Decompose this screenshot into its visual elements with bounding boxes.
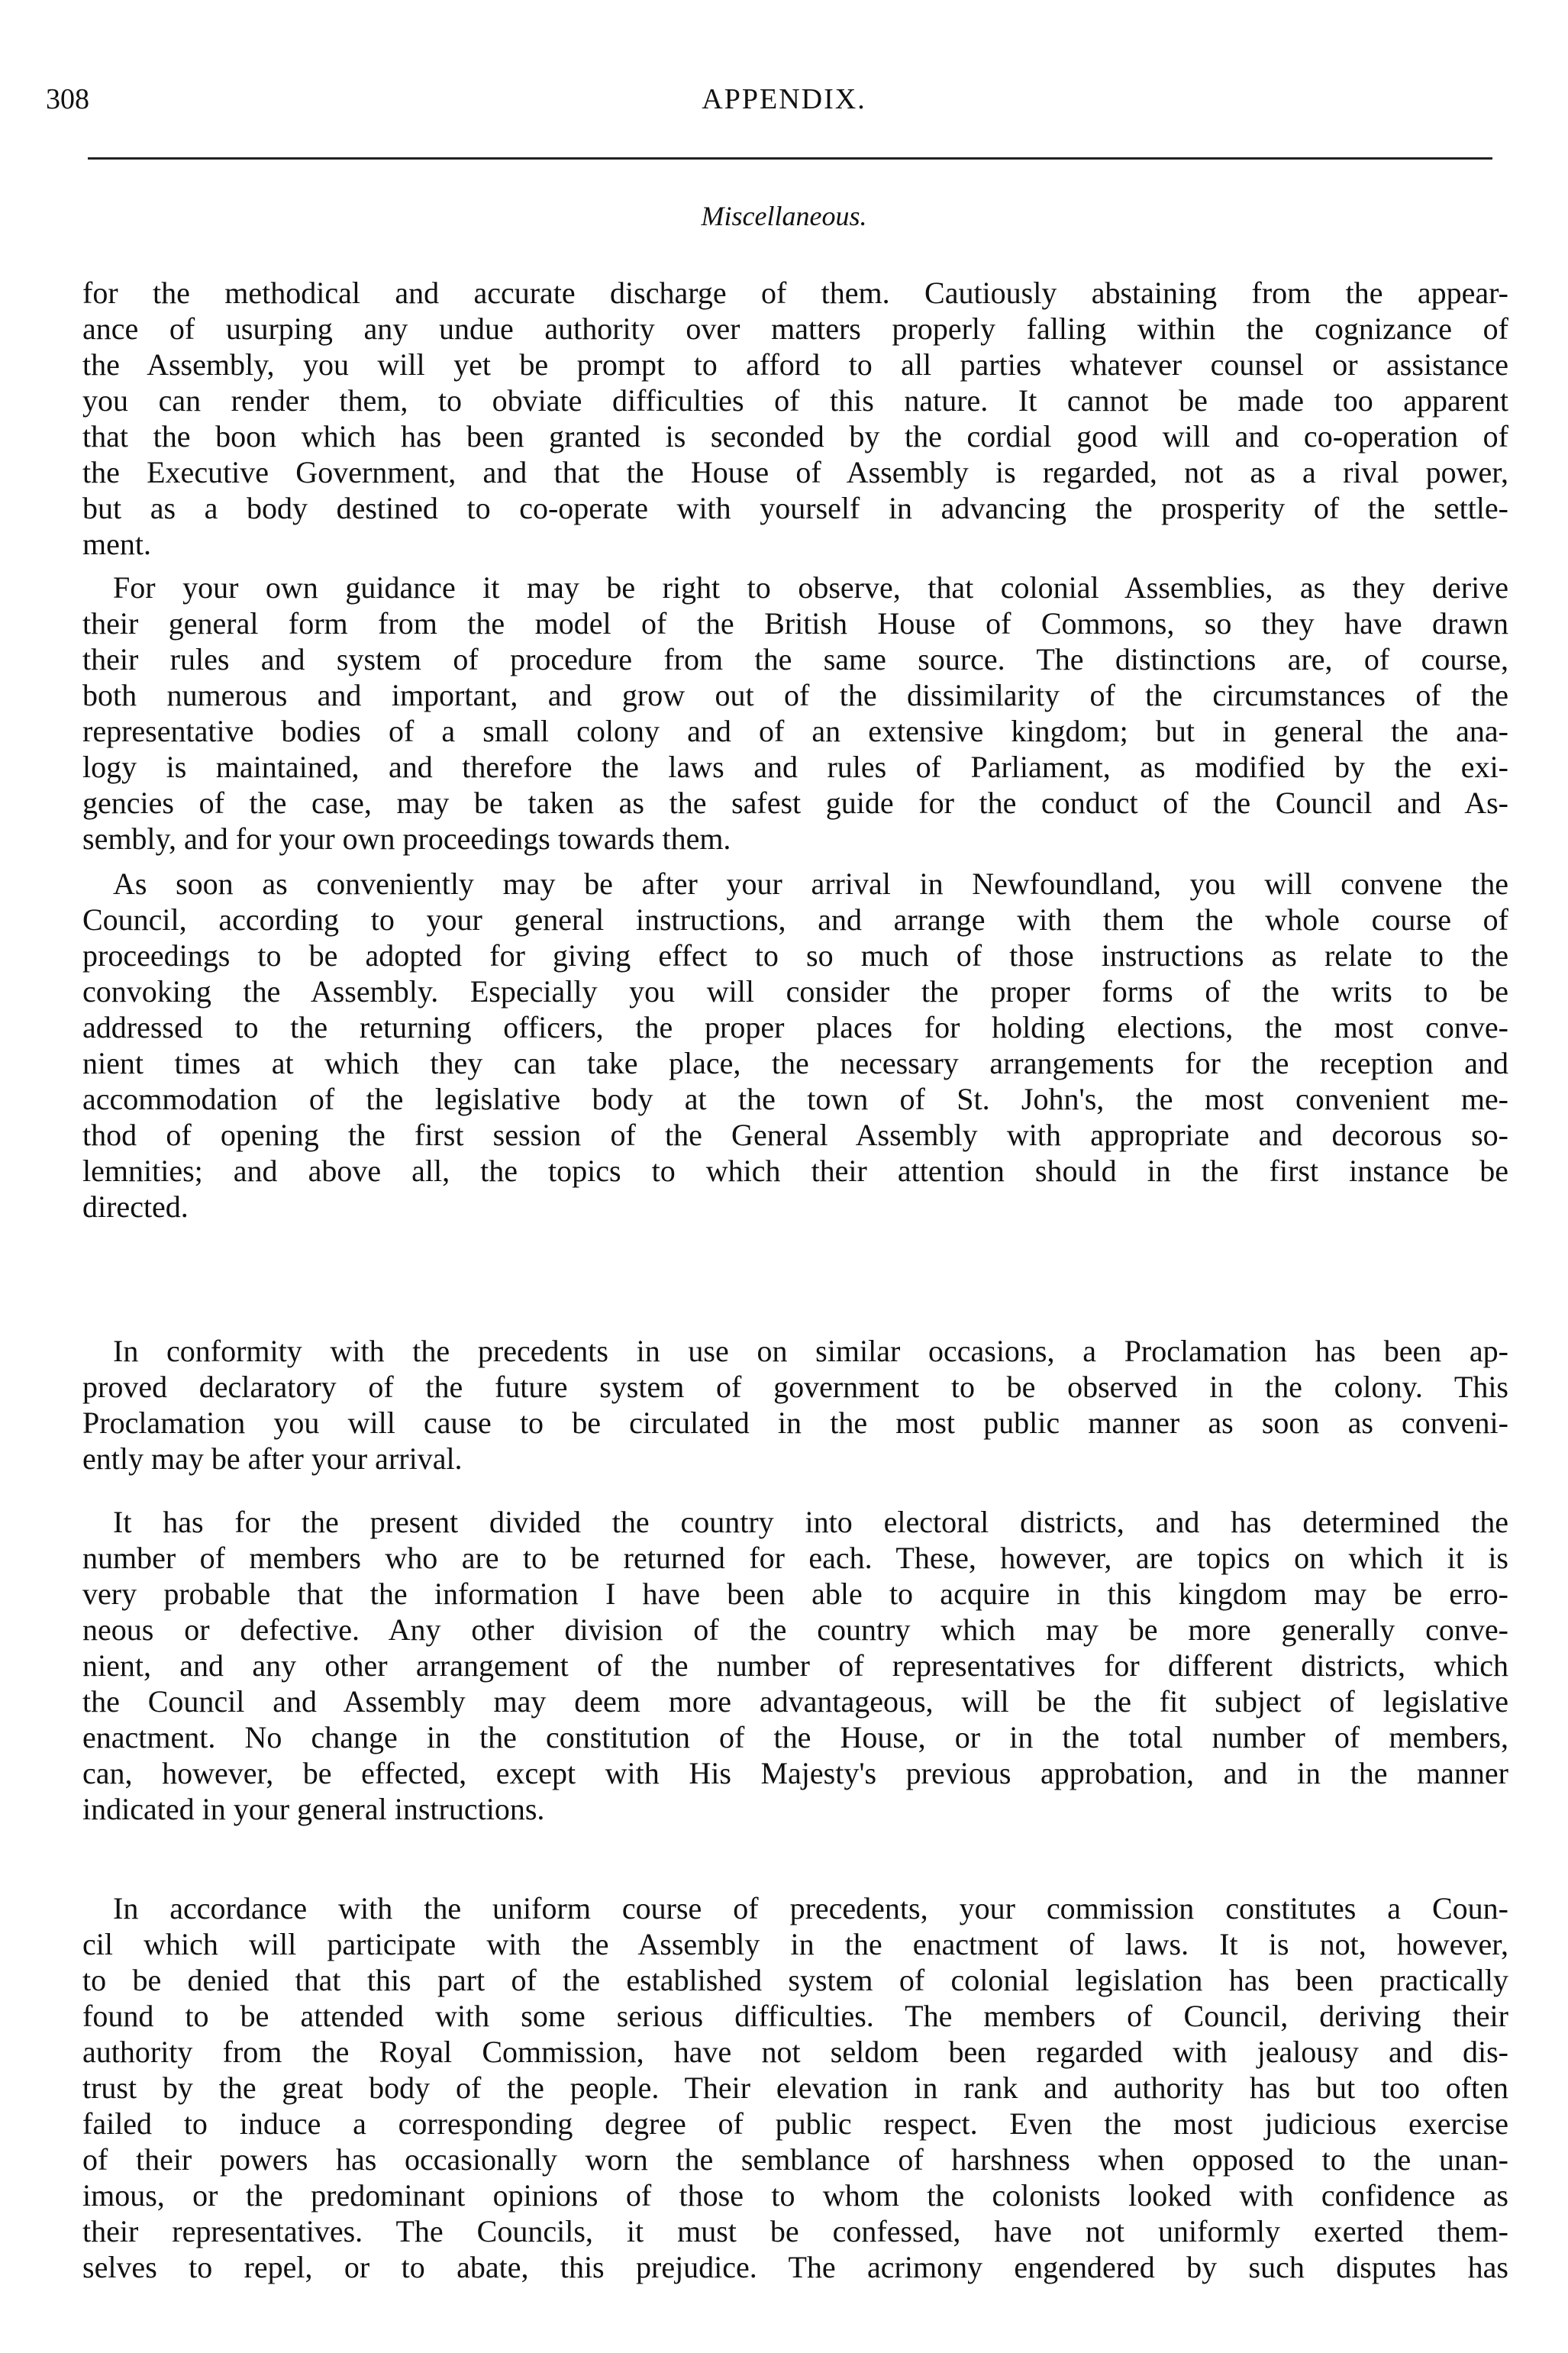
text-line: that the boon which has been granted is seconded by the cordial good will and co-operation of: [82, 419, 1508, 453]
text-line: accommodation of the legislative body at the town of St. John's, the most convenient me-: [82, 1082, 1508, 1116]
text-line: gencies of the case, may be taken as the safest guide for the conduct of the Council and As-: [82, 786, 1508, 820]
running-head: APPENDIX.: [702, 83, 866, 115]
text-line: both numerous and important, and grow out of the dissimilarity of the circumstances of the: [82, 678, 1508, 712]
text-line: number of members who are to be returned for each. These, however, are topics on which it is: [82, 1541, 1508, 1575]
text-line: ently may be after your arrival.: [82, 1441, 463, 1476]
text-line: indicated in your general instructions.: [82, 1792, 545, 1826]
text-line: Proclamation you will cause to be circulated in the most public manner as soon as conveni-: [82, 1406, 1508, 1440]
text-line: As soon as conveniently may be after your arrival in Newfoundland, you will convene the: [113, 867, 1508, 901]
section-title: Miscellaneous.: [701, 201, 867, 231]
text-line: to be denied that this part of the established system of colonial legislation has been practically: [82, 1963, 1508, 1997]
text-line: thod of opening the first session of the General Assembly with appropriate and decorous so-: [82, 1118, 1508, 1152]
text-line: cil which will participate with the Assembly in the enactment of laws. It is not, however,: [82, 1927, 1508, 1961]
text-line: ance of usurping any undue authority over matters properly falling within the cognizance of: [82, 311, 1508, 346]
text-line: sembly, and for your own proceedings towards them.: [82, 821, 731, 856]
text-line: proceedings to be adopted for giving effect to so much of those instructions as relate to the: [82, 938, 1508, 973]
text-line: authority from the Royal Commission, have not seldom been regarded with jealousy and dis-: [82, 2035, 1508, 2069]
text-line: addressed to the returning officers, the proper places for holding elections, the most conve-: [82, 1010, 1508, 1044]
text-line: their rules and system of procedure from the same source. The distinctions are, of course,: [82, 642, 1508, 676]
text-line: For your own guidance it may be right to observe, that colonial Assemblies, as they derive: [113, 570, 1508, 605]
paragraph: [82, 1333, 1508, 1477]
text-line: nient times at which they can take place, the necessary arrangements for the reception and: [82, 1046, 1508, 1080]
text-line: the Council and Assembly may deem more advantageous, will be the fit subject of legislative: [82, 1684, 1508, 1719]
text-line: It has for the present divided the country into electoral districts, and has determined the: [113, 1505, 1508, 1539]
text-line: Council, according to your general instructions, and arrange with them the whole course of: [82, 902, 1508, 937]
text-line: of their powers has occasionally worn the semblance of harshness when opposed to the unan-: [82, 2142, 1508, 2177]
text-line: enactment. No change in the constitution of the House, or in the total number of members,: [82, 1720, 1508, 1754]
text-line: their representatives. The Councils, it must be confessed, have not uniformly exerted them-: [82, 2214, 1508, 2248]
text-line: but as a body destined to co-operate with yourself in advancing the prosperity of the settle-: [82, 491, 1508, 525]
text-line: their general form from the model of the British House of Commons, so they have drawn: [82, 606, 1508, 641]
text-line: lemnities; and above all, the topics to which their attention should in the first instance be: [82, 1154, 1508, 1188]
paragraph: [82, 570, 1508, 857]
text-line: found to be attended with some serious difficulties. The members of Council, deriving their: [82, 1999, 1508, 2033]
text-line: selves to repel, or to abate, this prejudice. The acrimony engendered by such disputes has: [82, 2250, 1508, 2284]
paragraph: [82, 866, 1508, 1225]
text-line: nient, and any other arrangement of the number of representatives for different districts, which: [82, 1648, 1508, 1683]
text-line: imous, or the predominant opinions of those to whom the colonists looked with confidence as: [82, 2178, 1508, 2213]
text-line: representative bodies of a small colony and of an extensive kingdom; but in general the ana-: [82, 714, 1508, 748]
text-line: convoking the Assembly. Especially you will consider the proper forms of the writs to be: [82, 974, 1508, 1009]
page-number: 308: [46, 83, 89, 115]
text-line: the Executive Government, and that the House of Assembly is regarded, not as a rival power,: [82, 455, 1508, 489]
paragraph: [82, 1504, 1508, 1827]
text-line: you can render them, to obviate difficulties of this nature. It cannot be made too apparent: [82, 383, 1508, 418]
text-line: In conformity with the precedents in use on similar occasions, a Proclamation has been ap-: [113, 1334, 1508, 1368]
text-line: In accordance with the uniform course of precedents, your commission constitutes a Coun-: [113, 1891, 1508, 1925]
text-line: the Assembly, you will yet be prompt to afford to all parties whatever counsel or assistance: [82, 347, 1508, 382]
text-line: neous or defective. Any other division of the country which may be more generally conve-: [82, 1612, 1508, 1647]
text-line: directed.: [82, 1189, 189, 1224]
paragraph: [82, 1890, 1508, 2285]
text-line: trust by the great body of the people. Their elevation in rank and authority has but too often: [82, 2071, 1508, 2105]
text-line: failed to induce a corresponding degree of public respect. Even the most judicious exercise: [82, 2106, 1508, 2141]
paragraph: [82, 275, 1508, 562]
text-line: very probable that the information I have been able to acquire in this kingdom may be erro-: [82, 1577, 1508, 1611]
text-line: can, however, be effected, except with His Majesty's previous approbation, and in the manner: [82, 1756, 1508, 1790]
text-line: proved declaratory of the future system of government to be observed in the colony. This: [82, 1370, 1508, 1404]
text-line: ment.: [82, 527, 151, 561]
text-line: logy is maintained, and therefore the laws and rules of Parliament, as modified by the exi-: [82, 750, 1508, 784]
text-line: for the methodical and accurate discharge of them. Cautiously abstaining from the appear-: [82, 276, 1508, 310]
header-rule: [88, 157, 1492, 160]
